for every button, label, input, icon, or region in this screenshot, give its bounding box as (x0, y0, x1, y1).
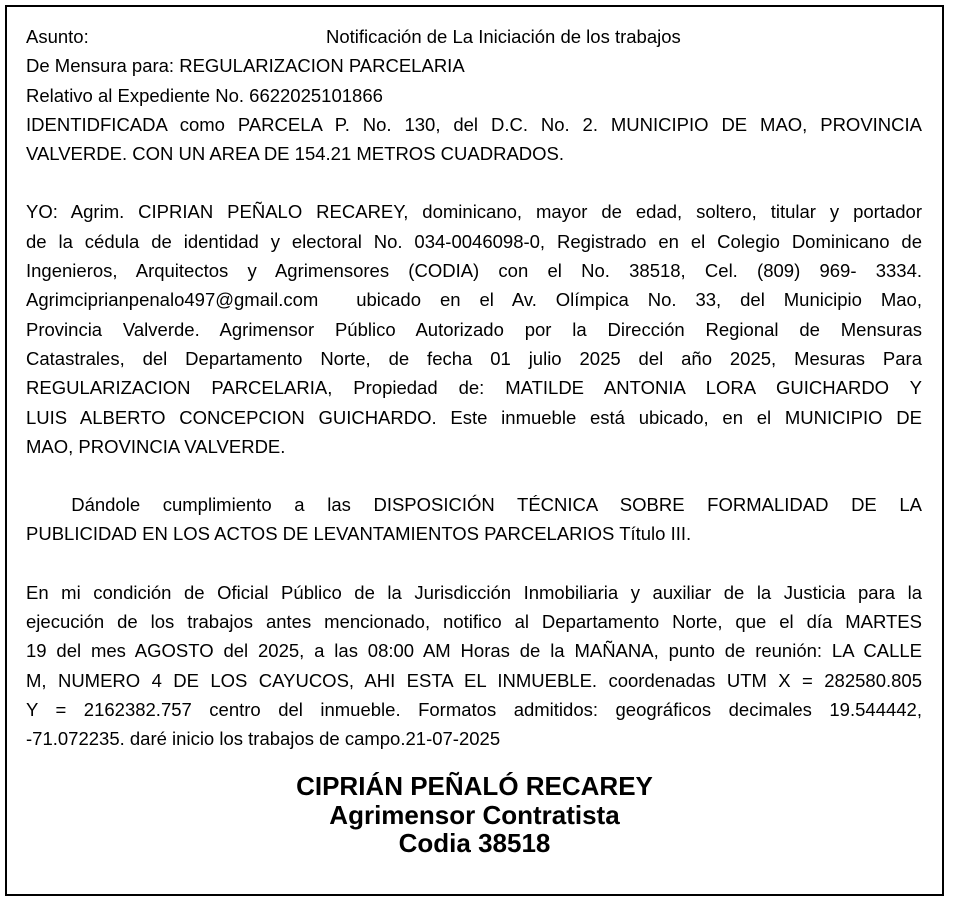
paragraph-line: de la cédula de identidad y electoral No. 034-0046098-0, Registrado en el Colegio Dominicano de (26, 230, 922, 252)
signature-title: Agrimensor Contratista (329, 799, 620, 830)
paragraph-line: Ingenieros, Arquitectos y Agrimensores (CODIA) con el No. 38518, Cel. (809) 969- 3334. (26, 260, 922, 282)
subject-line (26, 22, 922, 51)
subject-text: Notificación de La Iniciación de los trabajos (326, 26, 681, 47)
header-line-mensura: De Mensura para: REGULARIZACION PARCELARIA (26, 55, 465, 77)
paragraph-line: M, NUMERO 4 DE LOS CAYUCOS, AHI ESTA EL INMUEBLE. coordenadas UTM X = 282580.805 (26, 669, 922, 691)
paragraph-line: REGULARIZACION PARCELARIA, Propiedad de: MATILDE ANTONIA LORA GUICHARDO Y (26, 377, 922, 399)
signature-codia: Codia 38518 (398, 828, 551, 858)
paragraph-line: Agrimciprianpenalo497@gmail.com ubicado en el Av. Olímpica No. 33, del Municipio Mao, (26, 289, 922, 311)
paragraph-line: En mi condición de Oficial Público de la Jurisdicción Inmobiliaria y auxiliar de la Justicia para la (26, 581, 922, 603)
paragraph-line: Dándole cumplimiento a las DISPOSICIÓN TÉCNICA SOBRE FORMALIDAD DE LA (26, 494, 922, 516)
paragraph-line: ejecución de los trabajos antes mencionado, notifico al Departamento Norte, que el día MARTES (26, 611, 922, 633)
paragraph-line: Y = 2162382.757 centro del inmueble. Formatos admitidos: geográficos decimales 19.544442, (26, 698, 922, 720)
header-line-area: VALVERDE. CON UN AREA DE 154.21 METROS CUADRADOS. (26, 143, 565, 165)
paragraph-line: 19 del mes AGOSTO del 2025, a las 08:00 AM Horas de la MAÑANA, punto de reunión: LA CALLE (26, 640, 922, 662)
paragraph-line: PUBLICIDAD EN LOS ACTOS DE LEVANTAMIENTOS PARCELARIOS Título III. (26, 523, 692, 545)
paragraph-compliance (26, 490, 922, 549)
paragraph-line: -71.072235. daré inicio los trabajos de campo.21-07-2025 (26, 728, 501, 750)
subject-label: Asunto: (26, 26, 89, 47)
paragraph-line: YO: Agrim. CIPRIAN PEÑALO RECAREY, dominicano, mayor de edad, soltero, titular y portador (26, 201, 922, 223)
paragraph-declarant (26, 197, 922, 461)
paragraph-line: MAO, PROVINCIA VALVERDE. (26, 435, 286, 457)
paragraph-line: LUIS ALBERTO CONCEPCION GUICHARDO. Este inmueble está ubicado, en el MUNICIPIO DE (26, 406, 922, 428)
notice-body (26, 22, 922, 754)
signature-name: CIPRIÁN PEÑALÓ RECAREY (296, 771, 653, 801)
signature-block (0, 772, 949, 858)
paragraph-line: Provincia Valverde. Agrimensor Público Autorizado por la Dirección Regional de Mensuras (26, 318, 922, 340)
paragraph-notification (26, 578, 922, 754)
paragraph-line: Catastrales, del Departamento Norte, de fecha 01 julio 2025 del año 2025, Mesuras Para (26, 347, 922, 369)
header-line-parcela: IDENTIDFICADA como PARCELA P. No. 130, del D.C. No. 2. MUNICIPIO DE MAO, PROVINCIA (26, 113, 922, 135)
header-line-expediente: Relativo al Expediente No. 6622025101866 (26, 84, 383, 106)
